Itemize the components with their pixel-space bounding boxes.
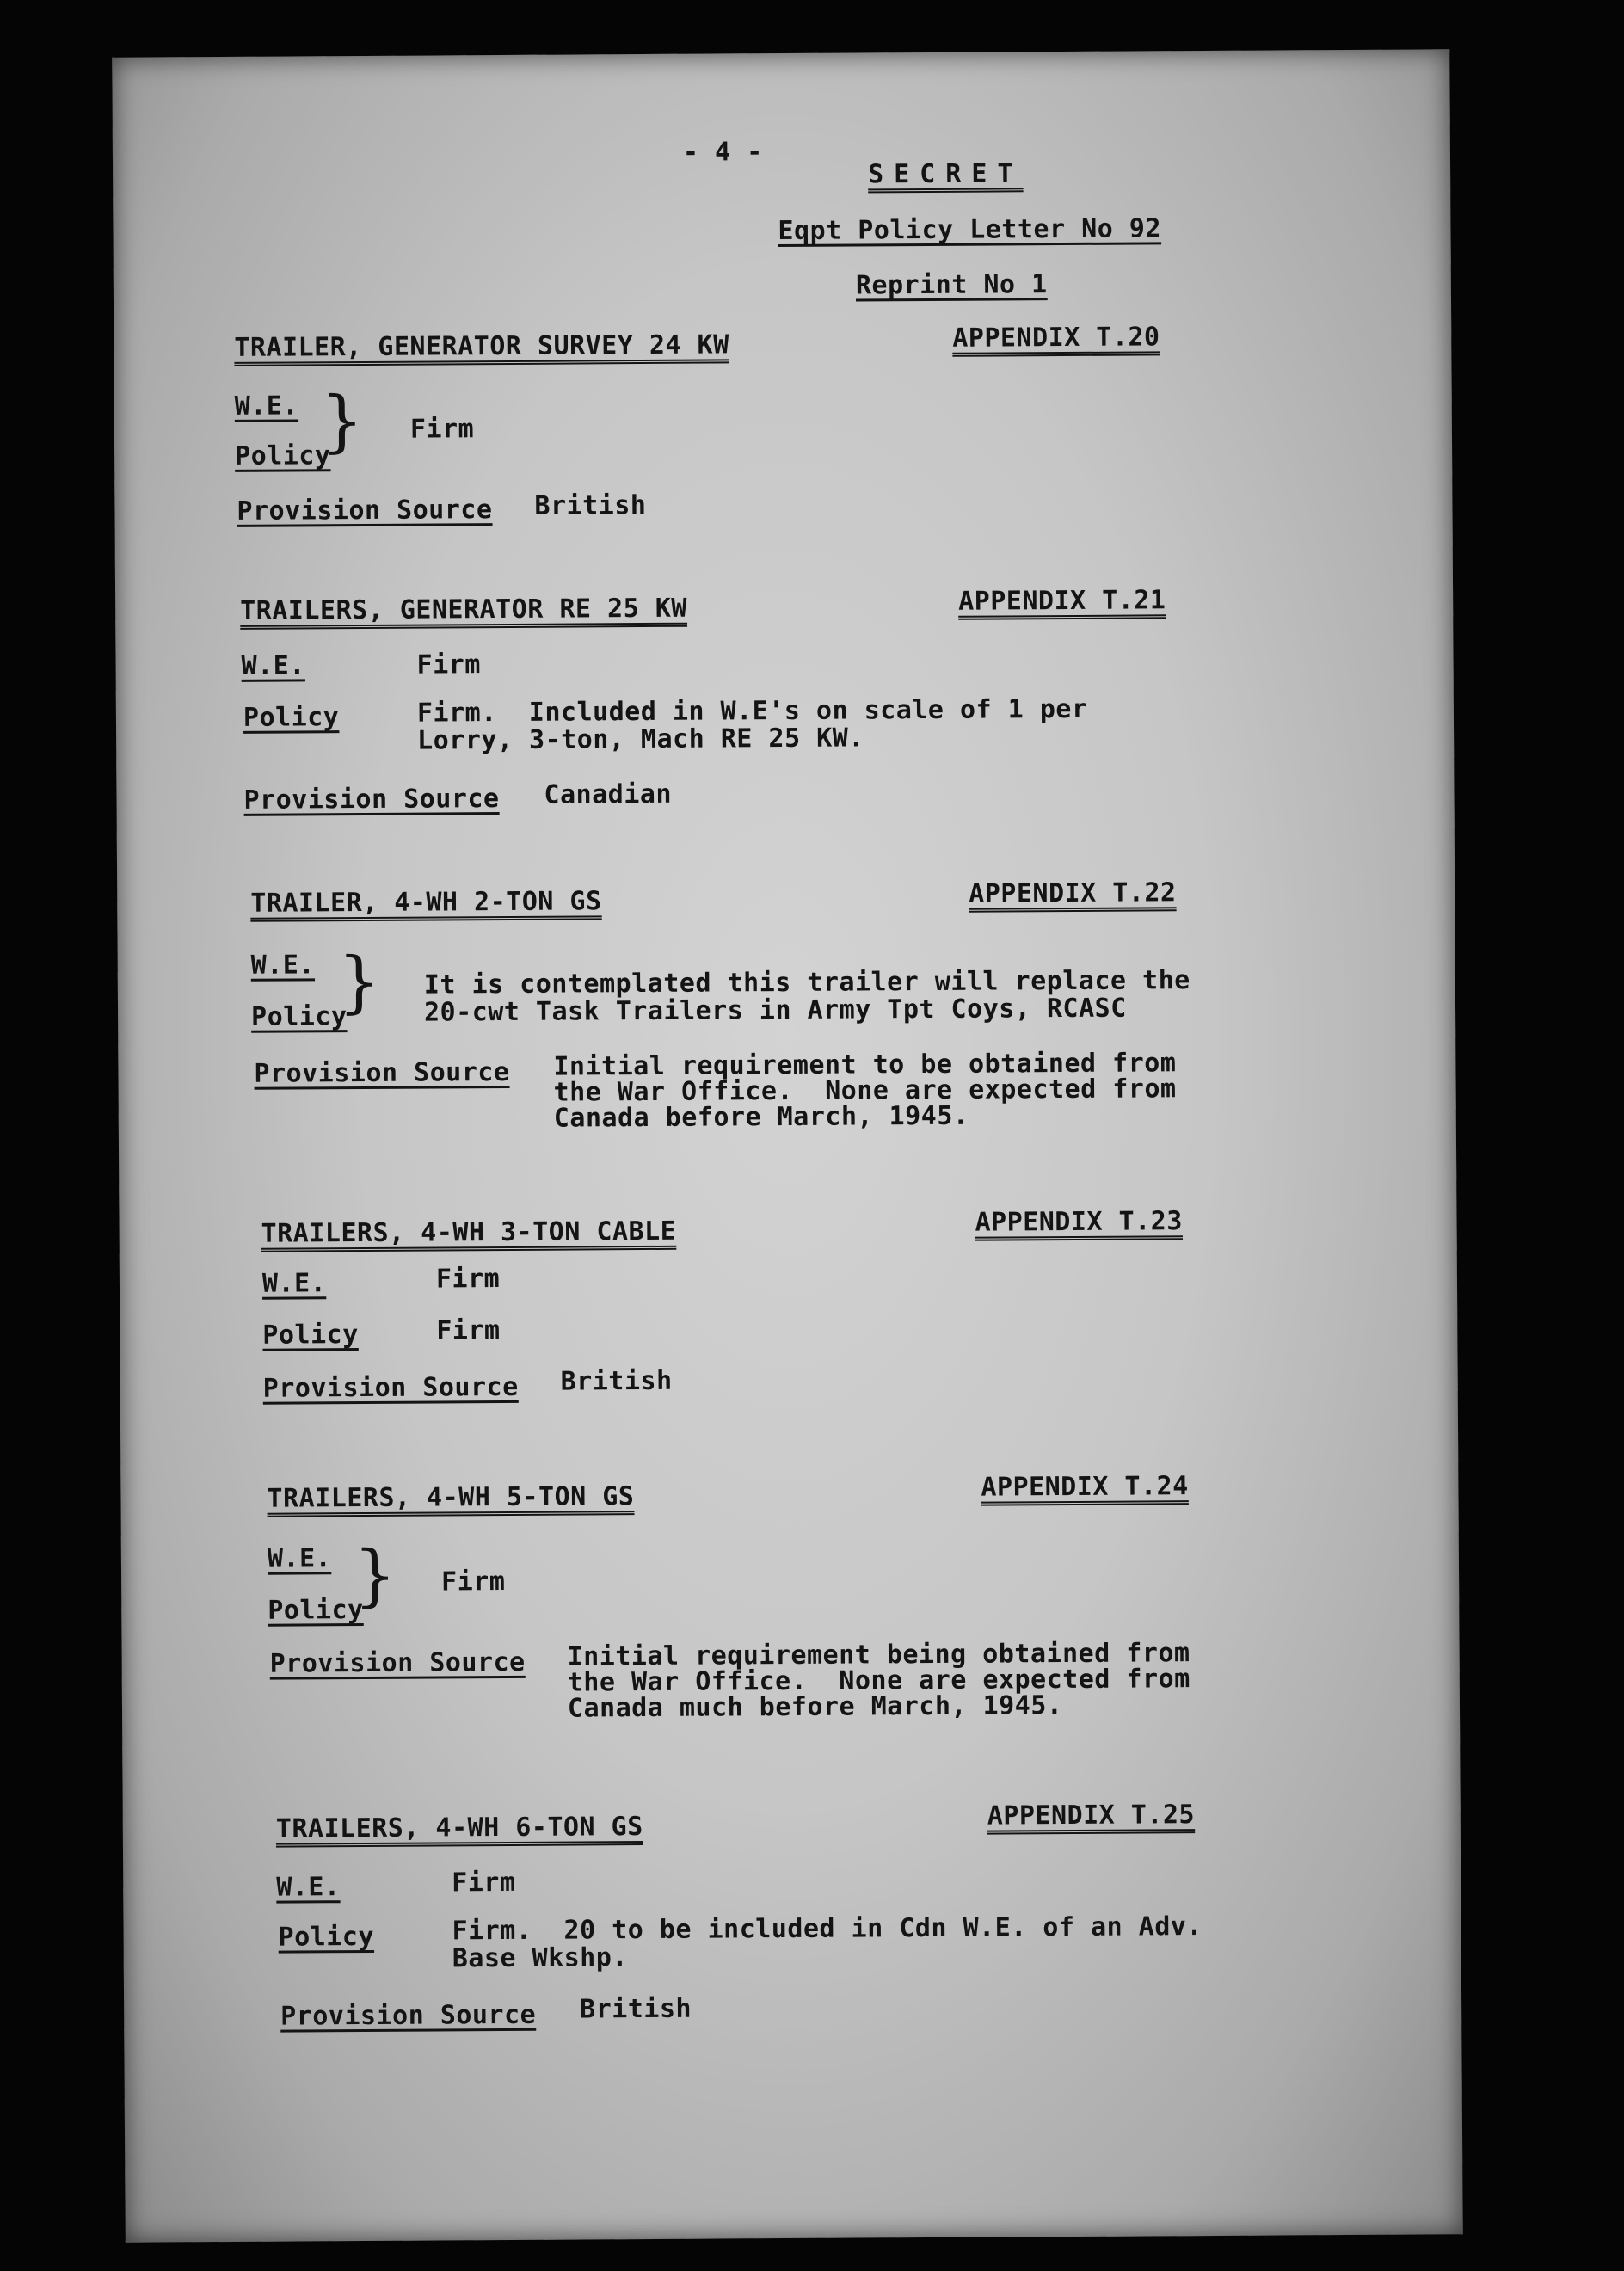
we-value: Firm [416, 649, 481, 680]
we-label: W.E. [234, 391, 299, 422]
provision-value: British [534, 489, 647, 521]
provision-label: Provision Source [262, 1371, 519, 1404]
provision-line: Canada much before March, 1945. [567, 1690, 1063, 1724]
section-title: TRAILER, GENERATOR SURVEY 24 KW [234, 329, 729, 363]
section-title: TRAILERS, GENERATOR RE 25 KW [240, 593, 688, 626]
appendix-ref: APPENDIX T.24 [981, 1471, 1189, 1503]
policy-line: Base Wkshp. [452, 1942, 629, 1974]
we-policy-line: It is contemplated this trailer will replace the [423, 965, 1190, 1000]
provision-line: the War Office. None are expected from [567, 1664, 1190, 1698]
we-label: W.E. [267, 1543, 332, 1574]
provision-line: Initial requirement to be obtained from [553, 1048, 1177, 1082]
document-page [112, 49, 1462, 2242]
appendix-ref: APPENDIX T.22 [969, 877, 1177, 909]
brace: } [353, 1536, 397, 1616]
provision-label: Provision Source [237, 495, 493, 526]
policy-line: Lorry, 3-ton, Mach RE 25 KW. [417, 723, 864, 756]
provision-line: Initial requirement being obtained from [567, 1638, 1190, 1672]
we-policy-value: Firm [440, 1566, 506, 1597]
policy-label: Policy [243, 702, 340, 733]
policy-label: Policy [234, 440, 331, 471]
provision-label: Provision Source [280, 1999, 537, 2032]
we-value: Firm [435, 1264, 501, 1295]
policy-label: Policy [262, 1320, 359, 1351]
appendix-ref: APPENDIX T.21 [958, 585, 1166, 617]
we-policy-value: Firm [409, 414, 475, 445]
provision-value: Canadian [544, 779, 673, 810]
appendix-ref: APPENDIX T.20 [952, 322, 1160, 354]
letter-reference: Eqpt Policy Letter No 92 [778, 213, 1162, 247]
provision-label: Provision Source [243, 784, 500, 815]
policy-value: Firm [436, 1315, 501, 1346]
provision-label: Provision Source [269, 1646, 526, 1679]
appendix-ref: APPENDIX T.25 [987, 1800, 1196, 1831]
appendix-ref: APPENDIX T.23 [975, 1206, 1183, 1238]
policy-label: Policy [250, 1001, 348, 1032]
provision-line: Canada before March, 1945. [553, 1100, 969, 1134]
section-title: TRAILERS, 4-WH 5-TON GS [267, 1481, 635, 1514]
we-policy-line: 20-cwt Task Trailers in Army Tpt Coys, RCASC [423, 993, 1127, 1028]
provision-line: the War Office. None are expected from [553, 1074, 1177, 1108]
policy-label: Policy [278, 1921, 375, 1953]
section-title: TRAILERS, 4-WH 3-TON CABLE [261, 1216, 677, 1249]
we-label: W.E. [276, 1872, 341, 1903]
we-value: Firm [452, 1867, 516, 1899]
brace: } [320, 382, 364, 461]
we-label: W.E. [261, 1268, 327, 1299]
policy-line: Firm. 20 to be included in Cdn W.E. of an Adv. [452, 1911, 1203, 1947]
policy-line: Firm. Included in W.E's on scale of 1 per [416, 693, 1088, 729]
section-title: TRAILERS, 4-WH 6-TON GS [275, 1812, 643, 1844]
we-label: W.E. [250, 950, 316, 981]
brace: } [337, 943, 381, 1022]
provision-value: British [580, 1993, 692, 2025]
section-title: TRAILER, 4-WH 2-TON GS [250, 886, 602, 919]
reprint-number: Reprint No 1 [855, 269, 1048, 301]
policy-label: Policy [268, 1595, 364, 1626]
provision-value: British [560, 1365, 673, 1397]
we-label: W.E. [241, 650, 305, 681]
page-number: - 4 - [682, 137, 763, 168]
classification-mark: SECRET [867, 158, 1024, 190]
provision-label: Provision Source [254, 1056, 510, 1089]
